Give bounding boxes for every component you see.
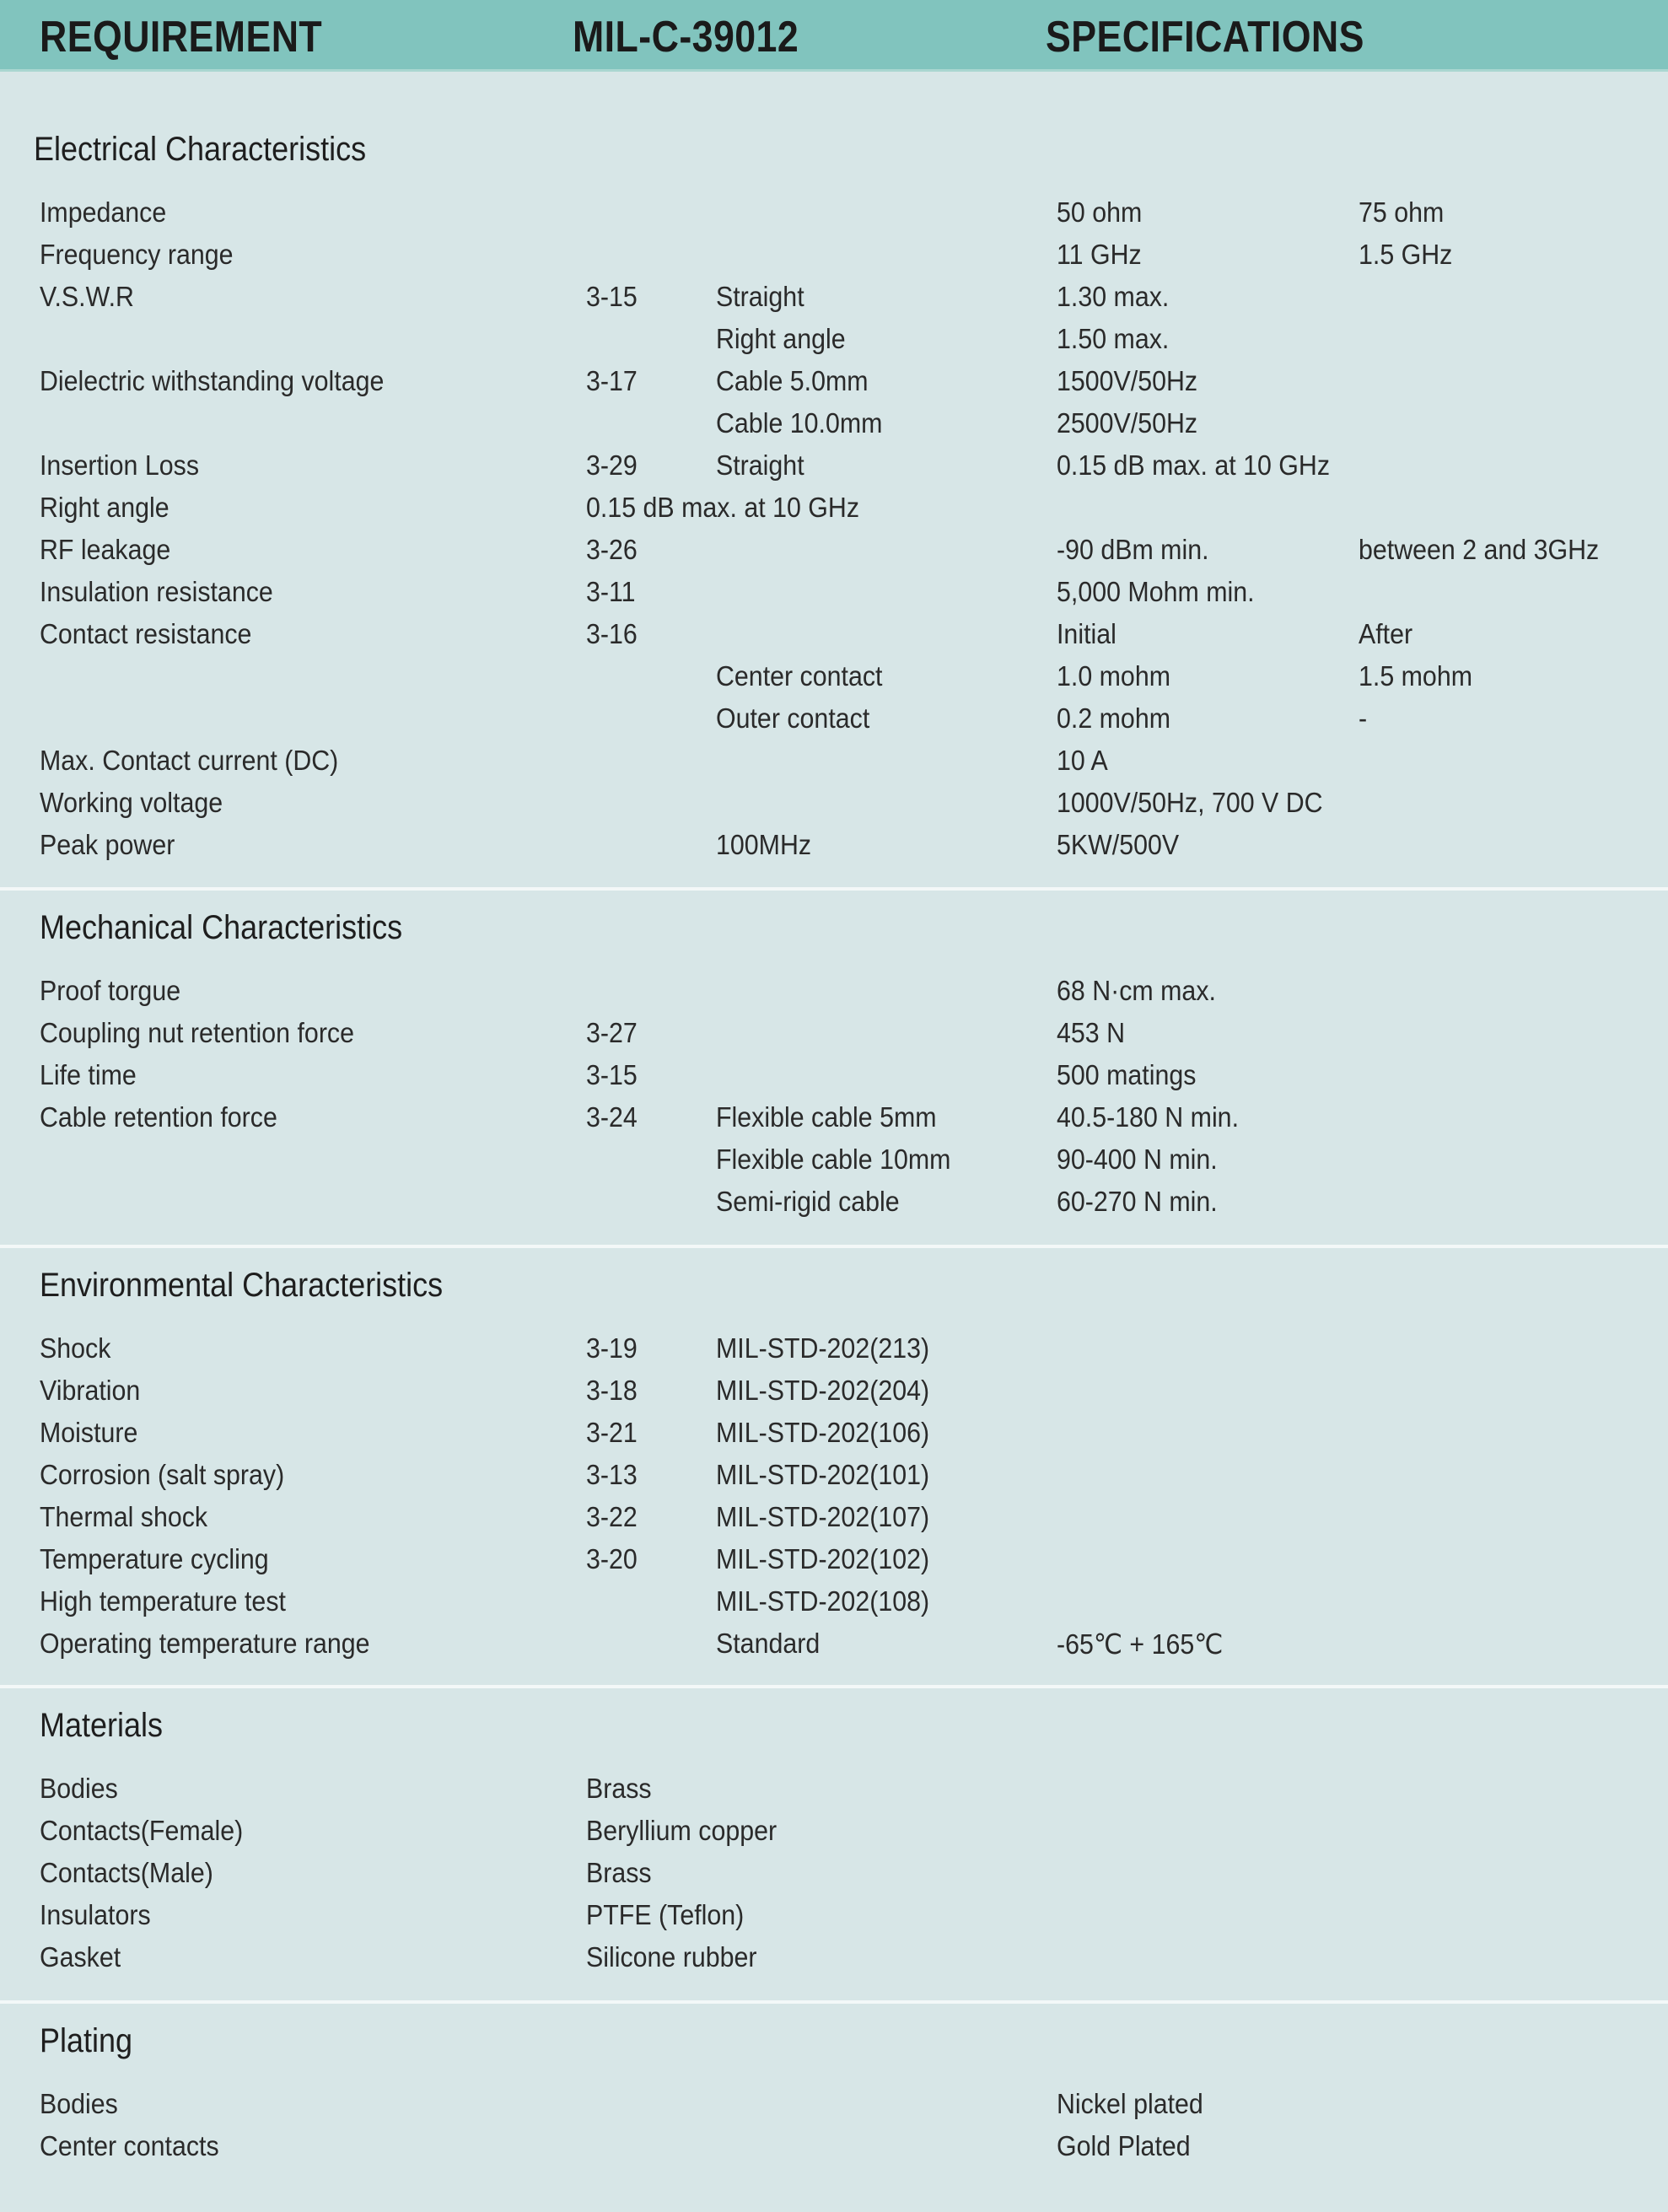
table-row: [0, 1857, 1668, 1899]
cell-condition: Flexible cable 5mm: [716, 1101, 937, 1133]
cell-condition: Standard: [716, 1628, 821, 1659]
cell-mil-clause: 3-26: [586, 534, 638, 565]
table-row: [0, 1941, 1668, 1983]
cell-spec-value: 0.15 dB max. at 10 GHz: [1057, 449, 1330, 481]
cell-mil-clause: Silicone rubber: [586, 1941, 757, 1973]
cell-requirement: Life time: [40, 1059, 137, 1090]
cell-mil-clause: 3-16: [586, 618, 638, 649]
cell-spec-value: 500 matings: [1057, 1059, 1197, 1090]
cell-mil-clause: 3-15: [586, 1059, 638, 1090]
table-row: [0, 1815, 1668, 1857]
cell-mil-clause: 3-15: [586, 281, 638, 312]
table-row: [0, 576, 1668, 618]
cell-requirement: RF leakage: [40, 534, 171, 565]
table-row: [0, 1059, 1668, 1101]
cell-requirement: Dielectric withstanding voltage: [40, 365, 385, 396]
table-row: [0, 239, 1668, 281]
table-row: [0, 745, 1668, 787]
cell-spec-value: 10 A: [1057, 745, 1108, 776]
table-row: [0, 1543, 1668, 1585]
section-title: Materials: [40, 1707, 164, 1744]
cell-mil-clause: 3-21: [586, 1417, 638, 1448]
cell-requirement: Max. Contact current (DC): [40, 745, 339, 776]
cell-spec-value: 1.50 max.: [1057, 323, 1170, 354]
cell-mil-clause: 3-24: [586, 1101, 638, 1133]
cell-spec-value-alt: After: [1359, 618, 1413, 649]
cell-spec-value-alt: -: [1359, 702, 1368, 734]
cell-requirement: Contacts(Male): [40, 1857, 213, 1888]
cell-spec-value: 68 N·cm max.: [1057, 975, 1216, 1006]
header-mil-standard: MIL-C-39012: [573, 13, 799, 62]
table-row: [0, 1375, 1668, 1417]
header-requirement: REQUIREMENT: [40, 13, 323, 62]
cell-requirement: Impedance: [40, 196, 167, 228]
cell-requirement: Working voltage: [40, 787, 223, 818]
table-row: [0, 618, 1668, 660]
table-row: [0, 1332, 1668, 1375]
cell-condition: MIL-STD-202(204): [716, 1375, 930, 1406]
cell-condition: Straight: [716, 281, 804, 312]
cell-condition: Right angle: [716, 323, 846, 354]
cell-condition: MIL-STD-202(108): [716, 1585, 930, 1617]
cell-condition: Straight: [716, 449, 804, 481]
table-row: [0, 975, 1668, 1017]
section-title: Electrical Characteristics: [34, 131, 367, 168]
cell-spec-value-alt: 1.5 GHz: [1359, 239, 1453, 270]
section-title: Plating: [40, 2022, 133, 2059]
cell-mil-clause: 3-20: [586, 1543, 638, 1574]
table-row: [0, 492, 1668, 534]
table-row: [0, 1459, 1668, 1501]
table-row: [0, 449, 1668, 492]
table-row: [0, 323, 1668, 365]
cell-spec-value: 1.0 mohm: [1057, 660, 1170, 692]
cell-requirement: Shock: [40, 1332, 111, 1364]
cell-condition: MIL-STD-202(101): [716, 1459, 930, 1490]
cell-mil-clause: 3-17: [586, 365, 638, 396]
cell-requirement: Insertion Loss: [40, 449, 200, 481]
cell-spec-value-alt: between 2 and 3GHz: [1359, 534, 1600, 565]
table-row: [0, 787, 1668, 829]
cell-mil-clause: 3-27: [586, 1017, 638, 1048]
cell-requirement: Temperature cycling: [40, 1543, 269, 1574]
cell-requirement: Bodies: [40, 1773, 118, 1804]
section-divider: [0, 1685, 1668, 1688]
cell-requirement: Gasket: [40, 1941, 121, 1973]
cell-spec-value: 60-270 N min.: [1057, 1186, 1218, 1217]
cell-mil-clause: 3-22: [586, 1501, 638, 1532]
cell-spec-value: 40.5-180 N min.: [1057, 1101, 1240, 1133]
table-row: [0, 281, 1668, 323]
table-row: [0, 407, 1668, 449]
cell-spec-value: 5,000 Mohm min.: [1057, 576, 1255, 607]
cell-condition: Center contact: [716, 660, 883, 692]
cell-condition: Outer contact: [716, 702, 870, 734]
table-header: [0, 0, 1668, 72]
cell-requirement: Right angle: [40, 492, 169, 523]
table-row: [0, 660, 1668, 702]
cell-condition: MIL-STD-202(106): [716, 1417, 930, 1448]
table-row: [0, 702, 1668, 745]
cell-mil-clause: PTFE (Teflon): [586, 1899, 745, 1930]
table-row: [0, 1144, 1668, 1186]
cell-spec-value-alt: 1.5 mohm: [1359, 660, 1472, 692]
cell-mil-clause: 3-18: [586, 1375, 638, 1406]
cell-requirement: Thermal shock: [40, 1501, 208, 1532]
section-divider: [0, 2000, 1668, 2004]
cell-mil-clause: Brass: [586, 1773, 652, 1804]
cell-condition: Cable 10.0mm: [716, 407, 883, 439]
cell-requirement: Peak power: [40, 829, 175, 860]
cell-spec-value: Gold Plated: [1057, 2130, 1191, 2161]
cell-spec-value: 90-400 N min.: [1057, 1144, 1218, 1175]
cell-spec-value-alt: 75 ohm: [1359, 196, 1445, 228]
cell-requirement: Bodies: [40, 2088, 118, 2119]
cell-requirement: Coupling nut retention force: [40, 1017, 355, 1048]
cell-condition: MIL-STD-202(213): [716, 1332, 930, 1364]
cell-mil-clause: Brass: [586, 1857, 652, 1888]
cell-mil-clause: Beryllium copper: [586, 1815, 778, 1846]
section-divider: [0, 887, 1668, 891]
table-row: [0, 1585, 1668, 1628]
cell-spec-value: 1500V/50Hz: [1057, 365, 1198, 396]
cell-spec-value: 453 N: [1057, 1017, 1126, 1048]
table-row: [0, 1773, 1668, 1815]
table-row: [0, 1899, 1668, 1941]
cell-mil-clause: 3-29: [586, 449, 638, 481]
cell-spec-value: 1000V/50Hz, 700 V DC: [1057, 787, 1323, 818]
cell-mil-clause: 3-13: [586, 1459, 638, 1490]
cell-spec-value: 11 GHz: [1057, 239, 1142, 270]
cell-condition: Flexible cable 10mm: [716, 1144, 951, 1175]
cell-requirement: High temperature test: [40, 1585, 286, 1617]
section-title: Environmental Characteristics: [40, 1267, 444, 1304]
section-divider: [0, 1245, 1668, 1248]
cell-spec-value: 2500V/50Hz: [1057, 407, 1198, 439]
cell-spec-value: -90 dBm min.: [1057, 534, 1209, 565]
cell-spec-value: 1.30 max.: [1057, 281, 1170, 312]
cell-requirement: Vibration: [40, 1375, 141, 1406]
cell-requirement: Contact resistance: [40, 618, 252, 649]
table-row: [0, 365, 1668, 407]
cell-mil-clause: 3-11: [586, 576, 636, 607]
cell-spec-value: -65℃ + 165℃: [1057, 1628, 1224, 1660]
table-row: [0, 1628, 1668, 1670]
header-specifications: SPECIFICATIONS: [1046, 13, 1364, 62]
table-row: [0, 2088, 1668, 2130]
table-row: [0, 1417, 1668, 1459]
cell-requirement: Corrosion (salt spray): [40, 1459, 285, 1490]
cell-mil-clause: 0.15 dB max. at 10 GHz: [586, 492, 859, 523]
table-row: [0, 829, 1668, 871]
cell-condition: Cable 5.0mm: [716, 365, 869, 396]
cell-requirement: Operating temperature range: [40, 1628, 370, 1659]
cell-condition: MIL-STD-202(102): [716, 1543, 930, 1574]
cell-spec-value: 50 ohm: [1057, 196, 1143, 228]
table-row: [0, 534, 1668, 576]
table-row: [0, 1101, 1668, 1144]
cell-requirement: Frequency range: [40, 239, 234, 270]
cell-mil-clause: 3-19: [586, 1332, 638, 1364]
cell-spec-value: 0.2 mohm: [1057, 702, 1170, 734]
cell-condition: Semi-rigid cable: [716, 1186, 900, 1217]
cell-spec-value: Nickel plated: [1057, 2088, 1203, 2119]
table-row: [0, 196, 1668, 239]
cell-spec-value: 5KW/500V: [1057, 829, 1180, 860]
cell-requirement: Proof torgue: [40, 975, 181, 1006]
cell-condition: 100MHz: [716, 829, 812, 860]
cell-requirement: Insulation resistance: [40, 576, 273, 607]
cell-requirement: Contacts(Female): [40, 1815, 244, 1846]
table-row: [0, 1501, 1668, 1543]
cell-requirement: Cable retention force: [40, 1101, 277, 1133]
table-row: [0, 2130, 1668, 2172]
cell-requirement: Insulators: [40, 1899, 151, 1930]
cell-spec-value: Initial: [1057, 618, 1116, 649]
cell-requirement: V.S.W.R: [40, 281, 134, 312]
cell-requirement: Moisture: [40, 1417, 138, 1448]
table-row: [0, 1186, 1668, 1228]
table-row: [0, 1017, 1668, 1059]
cell-condition: MIL-STD-202(107): [716, 1501, 930, 1532]
section-title: Mechanical Characteristics: [40, 909, 403, 946]
cell-requirement: Center contacts: [40, 2130, 219, 2161]
